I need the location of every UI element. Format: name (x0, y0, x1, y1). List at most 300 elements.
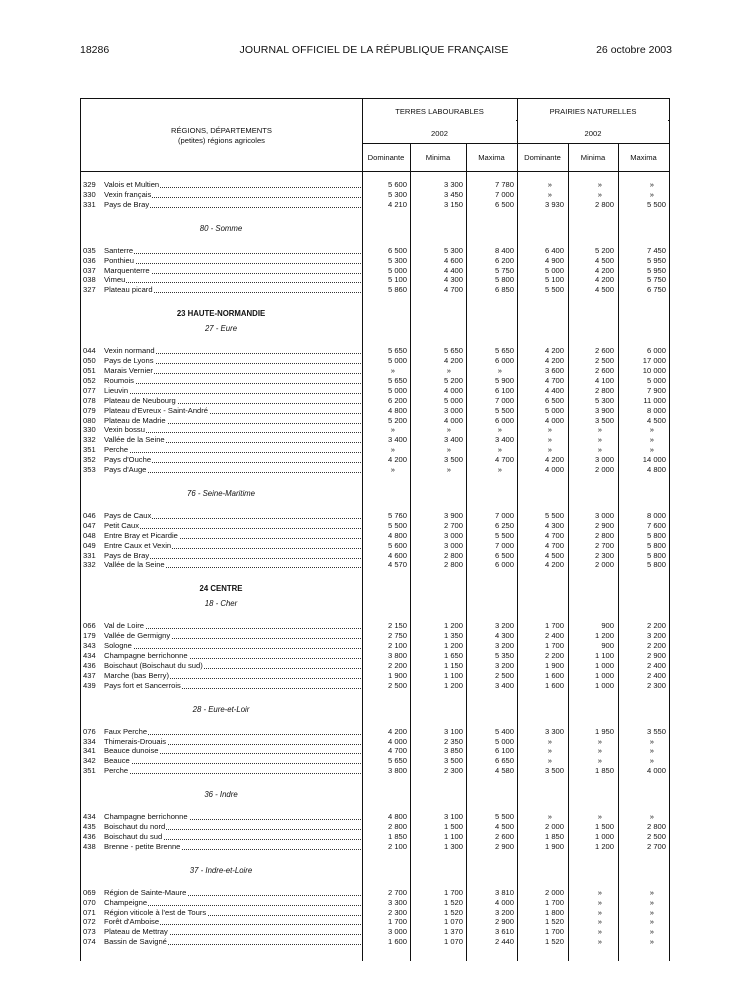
value-cell: 1 200 (594, 631, 614, 641)
region-name: Vallée de la Seine (104, 435, 165, 445)
region-heading: 23 HAUTE-NORMANDIE (176, 309, 266, 319)
table-row (80, 346, 669, 356)
region-code: 066 (83, 621, 96, 631)
group-terres: TERRES LABOURABLES (395, 107, 484, 116)
region-code: 073 (83, 927, 96, 937)
region-name: Pays de Bray (104, 199, 150, 209)
value-cell: » (597, 425, 602, 435)
value-cell: 5 500 (544, 285, 564, 295)
table-row (80, 908, 669, 918)
col-dominante: Dominante (524, 153, 561, 162)
table-row (80, 756, 669, 766)
value-cell: » (497, 445, 502, 455)
value-cell: 6 500 (494, 550, 514, 560)
value-cell: 6 200 (387, 395, 407, 405)
region-name: Pays d'Ouche (104, 455, 152, 465)
table-row (80, 917, 669, 927)
value-cell: 1 900 (544, 841, 564, 851)
region-code: 434 (83, 812, 96, 822)
region-name: Pays de Caux (104, 510, 152, 520)
value-cell: 2 200 (646, 641, 666, 651)
table-row (80, 416, 669, 426)
value-cell: 4 200 (387, 726, 407, 736)
value-cell: 5 650 (494, 346, 514, 356)
value-cell: 6 500 (544, 395, 564, 405)
group-prairies: PRAIRIES NATURELLES (549, 107, 637, 116)
region-name: Sologne (104, 641, 132, 651)
value-cell: 2 800 (594, 199, 614, 209)
value-cell: 2 300 (646, 680, 666, 690)
table-row (80, 246, 669, 256)
table-row (80, 541, 669, 551)
value-cell: 5 950 (646, 255, 666, 265)
table-row (80, 551, 669, 561)
value-cell: 7 780 (494, 180, 514, 189)
value-cell: 2 900 (494, 917, 514, 927)
value-cell: 4 500 (544, 550, 564, 560)
region-code: 071 (83, 907, 96, 917)
table-row (80, 425, 669, 435)
value-cell: 5 000 (387, 265, 407, 275)
region-name: Petit Caux (104, 520, 140, 530)
region-code: 044 (83, 346, 96, 356)
value-cell: 2 900 (646, 651, 666, 660)
value-cell: 1 200 (443, 680, 463, 690)
value-cell: 5 600 (387, 180, 407, 189)
value-cell: 1 700 (544, 621, 564, 631)
value-cell: » (446, 465, 451, 474)
value-cell: 3 100 (443, 812, 463, 822)
value-cell: 1 700 (443, 887, 463, 897)
region-name: Région viticole à l'est de Tours (104, 907, 207, 917)
value-cell: 2 900 (494, 841, 514, 851)
value-cell: 5 950 (646, 265, 666, 275)
value-cell: 1 370 (443, 927, 463, 937)
value-cell: 2 440 (494, 937, 514, 947)
value-cell: 2 600 (494, 831, 514, 841)
value-cell: 1 000 (594, 660, 614, 670)
value-cell: 2 700 (387, 887, 407, 897)
value-cell: 2 400 (646, 660, 666, 670)
value-cell: 6 750 (646, 285, 666, 295)
year-terres: 2002 (431, 129, 448, 138)
left-title-line1: RÉGIONS, DÉPARTEMENTS (171, 126, 272, 135)
value-cell: 1 100 (443, 831, 463, 841)
region-name: Thimerais-Drouais (104, 736, 167, 746)
value-cell: 3 300 (443, 180, 463, 189)
value-cell: 2 000 (544, 822, 564, 831)
value-cell: 2 700 (443, 520, 463, 530)
table-row (80, 465, 669, 475)
value-cell: 2 300 (387, 907, 407, 917)
value-cell: » (547, 189, 552, 199)
value-cell: 3 800 (387, 766, 407, 776)
value-cell: 4 200 (594, 275, 614, 285)
value-cell: 2 800 (646, 822, 666, 831)
value-cell: 7 900 (646, 385, 666, 395)
value-cell: 5 860 (387, 285, 407, 295)
value-cell: 1 520 (544, 917, 564, 927)
table-row (80, 531, 669, 541)
value-cell: » (547, 746, 552, 756)
region-name: Valois et Multien (104, 180, 160, 189)
table-row (80, 651, 669, 661)
value-cell: 7 000 (494, 540, 514, 550)
region-code: 076 (83, 726, 96, 736)
value-cell: 3 500 (443, 455, 463, 465)
region-name: Perche (104, 766, 129, 776)
value-cell: 17 000 (642, 356, 666, 366)
table-row (80, 842, 669, 852)
year-prairies: 2002 (584, 129, 602, 138)
table-row (80, 386, 669, 396)
region-code: 435 (83, 822, 96, 831)
value-cell: 4 200 (544, 560, 564, 570)
value-cell: 10 000 (642, 366, 666, 375)
value-cell: 3 300 (387, 897, 407, 907)
value-cell: 4 210 (387, 199, 407, 209)
table-row (80, 366, 669, 376)
region-code: 332 (83, 560, 96, 570)
region-name: Entre Bray et Picardie (104, 530, 178, 540)
region-code: 051 (83, 366, 96, 375)
value-cell: 5 300 (387, 189, 407, 199)
region-code: 050 (83, 356, 96, 366)
value-cell: » (649, 445, 654, 455)
value-cell: » (597, 435, 602, 445)
region-name: Vexin bossu (104, 425, 145, 435)
value-cell: 7 000 (494, 395, 514, 405)
value-cell: 1 520 (443, 907, 463, 917)
department-heading: 27 - Eure (204, 324, 238, 334)
value-cell: » (597, 736, 602, 746)
value-cell: 3 000 (594, 455, 614, 465)
value-cell: 3 610 (494, 927, 514, 937)
value-cell: 3 810 (494, 887, 514, 897)
value-cell: 1 600 (544, 680, 564, 690)
value-cell: 2 800 (443, 550, 463, 560)
value-cell: » (597, 927, 602, 937)
region-name: Faux Perche (104, 726, 148, 736)
value-cell: 4 300 (443, 275, 463, 285)
region-name: Champagne berrichonne (104, 651, 188, 660)
value-cell: » (649, 756, 654, 766)
region-code: 037 (83, 265, 96, 275)
value-cell: 4 400 (544, 385, 564, 395)
region-name: Champeigne (104, 897, 148, 907)
value-cell: 5 650 (387, 346, 407, 356)
table-row (80, 621, 669, 631)
region-name: Plateau de Mettray (104, 927, 168, 937)
value-cell: 2 150 (387, 621, 407, 631)
value-cell: 1 700 (544, 927, 564, 937)
value-cell: 4 500 (594, 285, 614, 295)
value-cell: 2 800 (594, 385, 614, 395)
table-row (80, 641, 669, 651)
value-cell: 2 200 (544, 651, 564, 660)
region-code: 331 (83, 550, 96, 560)
value-cell: 4 700 (387, 746, 407, 756)
value-cell: 4 800 (387, 530, 407, 540)
region-name: Pays de Bray (104, 550, 150, 560)
value-cell: 4 200 (387, 455, 407, 465)
region-name: Pays d'Auge (104, 465, 147, 474)
value-cell: 3 200 (494, 660, 514, 670)
value-cell: 5 300 (443, 245, 463, 255)
table-row (80, 275, 669, 285)
region-name: Santerre (104, 245, 134, 255)
value-cell: 3 400 (387, 435, 407, 445)
value-cell: 1 850 (387, 831, 407, 841)
value-cell: 2 800 (443, 560, 463, 570)
table-row (80, 822, 669, 832)
value-cell: 3 150 (443, 199, 463, 209)
value-cell: 1 600 (544, 670, 564, 680)
value-cell: 5 650 (443, 346, 463, 356)
region-code: 049 (83, 540, 96, 550)
value-cell: 3 100 (443, 726, 463, 736)
value-cell: » (390, 425, 395, 435)
value-cell: » (649, 887, 654, 897)
value-cell: 3 300 (544, 726, 564, 736)
value-cell: 3 000 (387, 927, 407, 937)
region-code: 035 (83, 245, 96, 255)
region-name: Plateau picard (104, 285, 153, 295)
value-cell: » (597, 937, 602, 947)
value-cell: 5 500 (387, 520, 407, 530)
value-cell: 1 100 (594, 651, 614, 660)
value-cell: 3 500 (443, 756, 463, 766)
value-cell: 5 000 (646, 375, 666, 385)
value-cell: 1 500 (443, 822, 463, 831)
region-code: 342 (83, 756, 96, 766)
department-heading: 18 - Cher (204, 599, 238, 609)
table-row (80, 376, 669, 386)
value-cell: 5 800 (646, 550, 666, 560)
value-cell: » (597, 746, 602, 756)
value-cell: 6 000 (494, 560, 514, 570)
region-name: Ponthieu (104, 255, 134, 265)
value-cell: » (649, 435, 654, 445)
table-row (80, 766, 669, 776)
value-cell: 3 000 (594, 510, 614, 520)
value-cell: 1 300 (443, 841, 463, 851)
region-name: Région de Sainte-Maure (104, 887, 187, 897)
region-name: Entre Caux et Vexin (104, 540, 172, 550)
value-cell: 2 300 (443, 766, 463, 776)
value-cell: 5 650 (387, 756, 407, 766)
value-cell: 4 500 (494, 822, 514, 831)
value-cell: 4 000 (443, 385, 463, 395)
table-row (80, 521, 669, 531)
value-cell: » (547, 425, 552, 435)
value-cell: 6 650 (494, 756, 514, 766)
value-cell: 6 000 (494, 356, 514, 366)
region-name: Vallée de Germigny (104, 631, 171, 641)
journal-title: JOURNAL OFFICIEL DE LA RÉPUBLIQUE FRANÇAISE (239, 44, 509, 56)
publication-date: 26 octobre 2003 (596, 44, 672, 56)
header-bottom-rule (80, 171, 669, 172)
table-row (80, 190, 669, 200)
region-code: 439 (83, 680, 96, 690)
table-row (80, 560, 669, 570)
value-cell: 7 000 (494, 189, 514, 199)
value-cell: » (649, 425, 654, 435)
value-cell: 2 750 (387, 631, 407, 641)
value-cell: 1 600 (387, 937, 407, 947)
region-name: Marche (bas Berry) (104, 670, 169, 680)
region-code: 038 (83, 275, 96, 285)
value-cell: 5 200 (443, 375, 463, 385)
value-cell: 7 000 (494, 510, 514, 520)
region-code: 047 (83, 520, 96, 530)
region-code: 436 (83, 660, 96, 670)
region-name: Pays fort et Sancerrois (104, 680, 181, 690)
value-cell: » (497, 425, 502, 435)
value-cell: » (597, 180, 602, 189)
value-cell: 7 600 (646, 520, 666, 530)
value-cell: 1 150 (443, 660, 463, 670)
value-cell: 2 000 (594, 560, 614, 570)
value-cell: » (547, 445, 552, 455)
value-cell: » (547, 736, 552, 746)
value-cell: » (597, 917, 602, 927)
value-cell: » (597, 812, 602, 822)
value-cell: » (390, 445, 395, 455)
value-cell: 5 100 (387, 275, 407, 285)
region-code: 351 (83, 766, 96, 776)
value-cell: 4 000 (443, 415, 463, 425)
value-cell: 1 850 (594, 766, 614, 776)
value-cell: 1 900 (544, 660, 564, 670)
region-name: Vexin français (104, 189, 152, 199)
value-cell: 900 (601, 621, 614, 631)
value-cell: 2 700 (594, 540, 614, 550)
value-cell: » (597, 907, 602, 917)
value-cell: 4 700 (544, 375, 564, 385)
value-cell: 3 400 (443, 435, 463, 445)
value-cell: 2 100 (387, 641, 407, 651)
value-cell: 3 000 (443, 405, 463, 415)
value-cell: 5 750 (494, 265, 514, 275)
value-cell: 1 200 (443, 641, 463, 651)
value-cell: 5 300 (387, 255, 407, 265)
region-code: 069 (83, 887, 96, 897)
value-cell: 4 600 (387, 550, 407, 560)
value-cell: 1 850 (544, 831, 564, 841)
value-cell: 5 800 (646, 540, 666, 550)
value-cell: 2 200 (387, 660, 407, 670)
value-cell: 4 000 (544, 465, 564, 474)
value-cell: » (649, 812, 654, 822)
department-heading: 36 - Indre (204, 790, 238, 800)
region-name: Beauce (104, 756, 130, 766)
value-cell: 3 200 (494, 907, 514, 917)
value-cell: 3 400 (494, 680, 514, 690)
region-code: 438 (83, 841, 96, 851)
value-cell: 4 800 (387, 812, 407, 822)
region-name: Vexin normand (104, 346, 155, 356)
region-name: Plateau d'Evreux - Saint-André (104, 405, 209, 415)
value-cell: 900 (601, 641, 614, 651)
value-cell: 5 000 (387, 356, 407, 366)
value-cell: 6 500 (387, 245, 407, 255)
table-row (80, 727, 669, 737)
header-rule (362, 143, 669, 144)
value-cell: 3 000 (443, 530, 463, 540)
region-name: Marais Vernier (104, 366, 153, 375)
value-cell: 2 800 (594, 530, 614, 540)
value-cell: 14 000 (642, 455, 666, 465)
table-row (80, 406, 669, 416)
value-cell: 3 200 (646, 631, 666, 641)
value-cell: 4 700 (443, 285, 463, 295)
value-cell: 5 760 (387, 510, 407, 520)
value-cell: » (497, 366, 502, 375)
value-cell: 1 100 (443, 670, 463, 680)
left-title-line2: (petites) régions agricoles (178, 136, 265, 145)
table-row (80, 746, 669, 756)
value-cell: 5 200 (387, 415, 407, 425)
value-cell: 5 500 (494, 405, 514, 415)
value-cell: 1 000 (594, 831, 614, 841)
value-cell: 5 350 (494, 651, 514, 660)
value-cell: 6 100 (494, 385, 514, 395)
department-heading: 76 - Seine-Maritime (186, 488, 256, 498)
col-minima: Minima (580, 153, 606, 162)
value-cell: 6 500 (494, 199, 514, 209)
value-cell: 2 600 (594, 346, 614, 356)
region-name: Boischaut du sud (104, 831, 163, 841)
region-code: 437 (83, 670, 96, 680)
value-cell: 4 580 (494, 766, 514, 776)
table-row (80, 671, 669, 681)
col-maxima: Maxima (478, 153, 505, 162)
region-code: 077 (83, 385, 96, 395)
value-cell: 5 650 (387, 375, 407, 385)
region-code: 079 (83, 405, 96, 415)
table-row (80, 180, 669, 190)
department-heading: 80 - Somme (199, 223, 243, 233)
value-cell: 4 300 (494, 631, 514, 641)
value-cell: 4 900 (544, 255, 564, 265)
value-cell: 3 200 (494, 621, 514, 631)
region-name: Bassin de Savigné (104, 937, 167, 947)
value-cell: 4 000 (387, 736, 407, 746)
table-row (80, 737, 669, 747)
page-number: 18286 (80, 44, 110, 56)
value-cell: » (649, 746, 654, 756)
value-cell: » (547, 180, 552, 189)
value-cell: » (649, 907, 654, 917)
region-name: Brenne - petite Brenne (104, 841, 181, 851)
value-cell: 7 450 (646, 245, 666, 255)
table-row (80, 455, 669, 465)
value-cell: 4 200 (544, 455, 564, 465)
value-cell: » (597, 897, 602, 907)
value-cell: 1 700 (544, 897, 564, 907)
region-name: Boischaut du nord (104, 822, 166, 831)
value-cell: 2 500 (646, 831, 666, 841)
value-cell: 3 200 (494, 641, 514, 651)
value-cell: 2 000 (594, 465, 614, 474)
value-cell: 4 200 (544, 346, 564, 356)
table-row (80, 888, 669, 898)
value-cell: 2 350 (443, 736, 463, 746)
value-cell: 3 550 (646, 726, 666, 736)
value-cell: » (390, 465, 395, 474)
value-cell: 3 930 (544, 199, 564, 209)
